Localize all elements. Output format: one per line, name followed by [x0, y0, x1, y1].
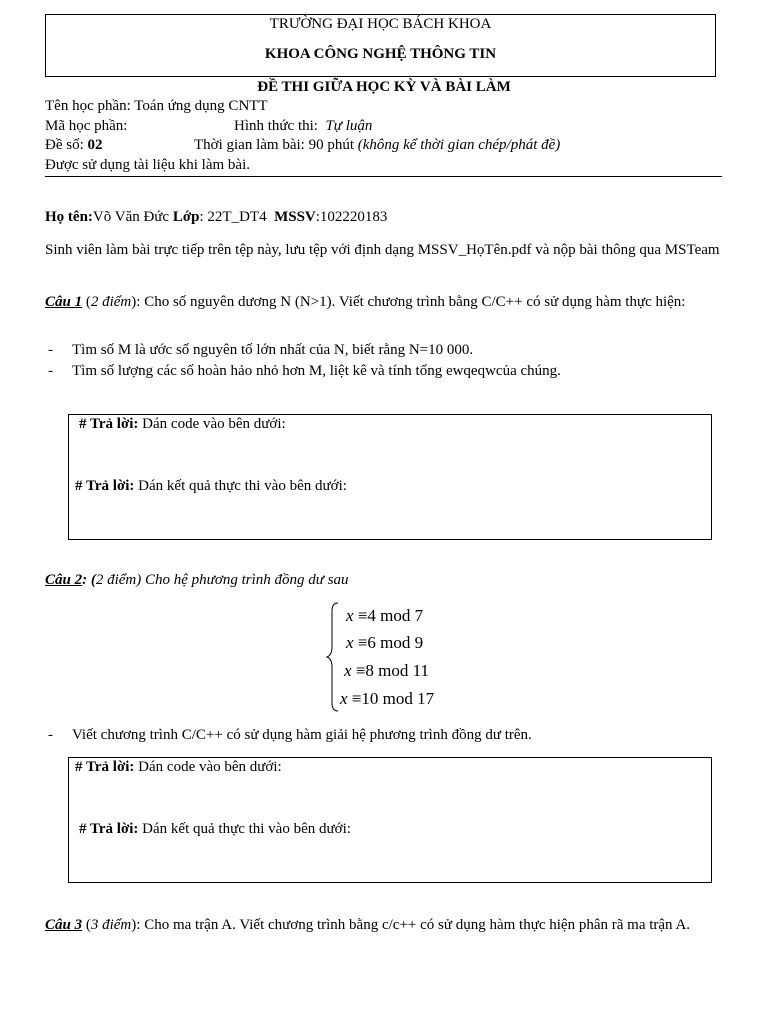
eq-modulus: 17 — [417, 689, 435, 708]
student-class-value: : 22T_DT4 — [199, 209, 267, 225]
eq-residue: 10 — [361, 689, 379, 708]
system-brace — [326, 601, 340, 713]
q2-answer-box[interactable] — [68, 757, 712, 883]
eq-residue: 6 — [367, 633, 376, 652]
answer-label: # Trả lời: — [79, 821, 139, 837]
eq-modulus: 9 — [414, 633, 424, 652]
exam-number-label: Đề số: — [45, 137, 84, 153]
eq-rel: ≡ — [357, 633, 368, 652]
student-info — [45, 209, 387, 226]
q3-points: 3 điểm — [90, 917, 132, 933]
exam-format-value: Tự luận — [325, 118, 373, 134]
exam-number — [45, 137, 103, 154]
student-name-label: Họ tên: — [45, 209, 93, 225]
q2-bullet: - — [48, 727, 53, 743]
eq-residue: 4 — [367, 606, 376, 625]
eq-mod: mod — [380, 633, 411, 652]
q2-text: Cho hệ phương trình đồng dư sau — [145, 572, 349, 588]
code-prompt-text: Dán code vào bên dưới: — [142, 416, 286, 432]
q3-text: ): Cho ma trận A. Viết chương trình bằng c/c++ có sử dụng hàm thực hiện phân rã ma trận A. — [131, 917, 691, 933]
result-prompt-text: Dán kết quả thực thi vào bên dưới: — [142, 821, 351, 837]
q1-item-1: Tìm số M là ước số nguyên tố lớn nhất của N, biết rằng N=10 000. — [72, 342, 474, 358]
exam-title: ĐỀ THI GIỮA HỌC KỲ VÀ BÀI LÀM — [257, 79, 511, 95]
q1-answer-box[interactable] — [68, 414, 712, 540]
question-2 — [45, 572, 349, 589]
q1-bullet-2: - — [48, 363, 53, 379]
student-id-label: MSSV — [274, 209, 316, 225]
answer-label: # Trả lời: — [75, 759, 135, 775]
eq-residue: 8 — [365, 661, 374, 680]
congruence-2 — [346, 633, 423, 653]
q1-result-prompt — [75, 478, 347, 495]
eq-mod: mod — [382, 689, 413, 708]
eq-var: x — [340, 689, 348, 708]
q1-points: 2 điểm — [90, 294, 132, 310]
eq-var: x — [346, 606, 354, 625]
congruence-1 — [346, 606, 423, 626]
result-prompt-text: Dán kết quả thực thi vào bên dưới: — [138, 478, 347, 494]
q1-code-prompt — [79, 416, 286, 433]
q1-item-2: Tìm số lượng các số hoàn hảo nhỏ hơn M, liệt kê và tính tổng ewqeqwcủa chúng. — [72, 363, 561, 379]
eq-mod: mod — [378, 661, 409, 680]
eq-mod: mod — [380, 606, 411, 625]
eq-var: x — [344, 661, 352, 680]
header-divider — [45, 176, 722, 177]
congruence-3 — [344, 661, 429, 681]
materials-note: Được sử dụng tài liệu khi làm bài. — [45, 157, 250, 173]
student-name-value: Võ Văn Đức — [92, 209, 170, 225]
q2-item: Viết chương trình C/C++ có sử dụng hàm giải hệ phương trình đồng dư trên. — [72, 727, 532, 743]
eq-modulus: 7 — [414, 606, 424, 625]
faculty-name: KHOA CÔNG NGHỆ THÔNG TIN — [264, 46, 497, 62]
eq-rel: ≡ — [351, 689, 362, 708]
q3-label: Câu 3 — [45, 917, 83, 933]
eq-var: x — [346, 633, 354, 652]
student-class-label: Lớp — [172, 209, 200, 225]
question-3: Câu 3 (3 điểm): Cho ma trận A. Viết chương trình bằng c/c++ có sử dụng hàm thực hiện phân rã ma trận A. — [45, 917, 691, 933]
student-id-value: :102220183 — [315, 209, 388, 225]
exam-format-label: Hình thức thi: — [234, 118, 318, 134]
course-name: Tên học phần: Toán ứng dụng CNTT — [45, 98, 268, 114]
q1-label: Câu 1 — [45, 294, 83, 310]
exam-format — [234, 118, 372, 135]
eq-rel: ≡ — [357, 606, 368, 625]
eq-modulus: 11 — [412, 661, 429, 680]
answer-label: # Trả lời: — [79, 416, 139, 432]
q1-bullet-1: - — [48, 342, 53, 358]
code-prompt-text: Dán code vào bên dưới: — [138, 759, 282, 775]
q2-points: 2 điểm) — [95, 572, 142, 588]
congruence-4 — [340, 689, 434, 709]
instructions: Sinh viên làm bài trực tiếp trên tệp này, lưu tệp với định dạng MSSV_HọTên.pdf và nộp bài thông qua MSTeam — [45, 242, 720, 258]
q2-result-prompt — [79, 821, 351, 838]
q2-label: Câu 2 — [45, 572, 83, 588]
q2-points-prefix: : ( — [82, 572, 96, 588]
question-1: Câu 1 (2 điểm): Cho số nguyên dương N (N>1). Viết chương trình bằng C/C++ có sử dụng hàm thực hiện: — [45, 294, 686, 310]
exam-time — [194, 137, 560, 154]
q2-code-prompt — [75, 759, 282, 776]
exam-time-label: Thời gian làm bài: 90 phút — [194, 137, 354, 153]
q1-text: ): Cho số nguyên dương N (N>1). Viết chương trình bằng C/C++ có sử dụng hàm thực hiện: — [131, 294, 686, 310]
university-name: TRƯỜNG ĐẠI HỌC BÁCH KHOA — [269, 16, 492, 32]
answer-label: # Trả lời: — [75, 478, 135, 494]
exam-time-note: (không kể thời gian chép/phát đề) — [357, 137, 561, 153]
header-box — [45, 14, 716, 77]
exam-number-value: 02 — [87, 137, 103, 153]
course-code: Mã học phần: — [45, 118, 128, 134]
eq-rel: ≡ — [355, 661, 366, 680]
